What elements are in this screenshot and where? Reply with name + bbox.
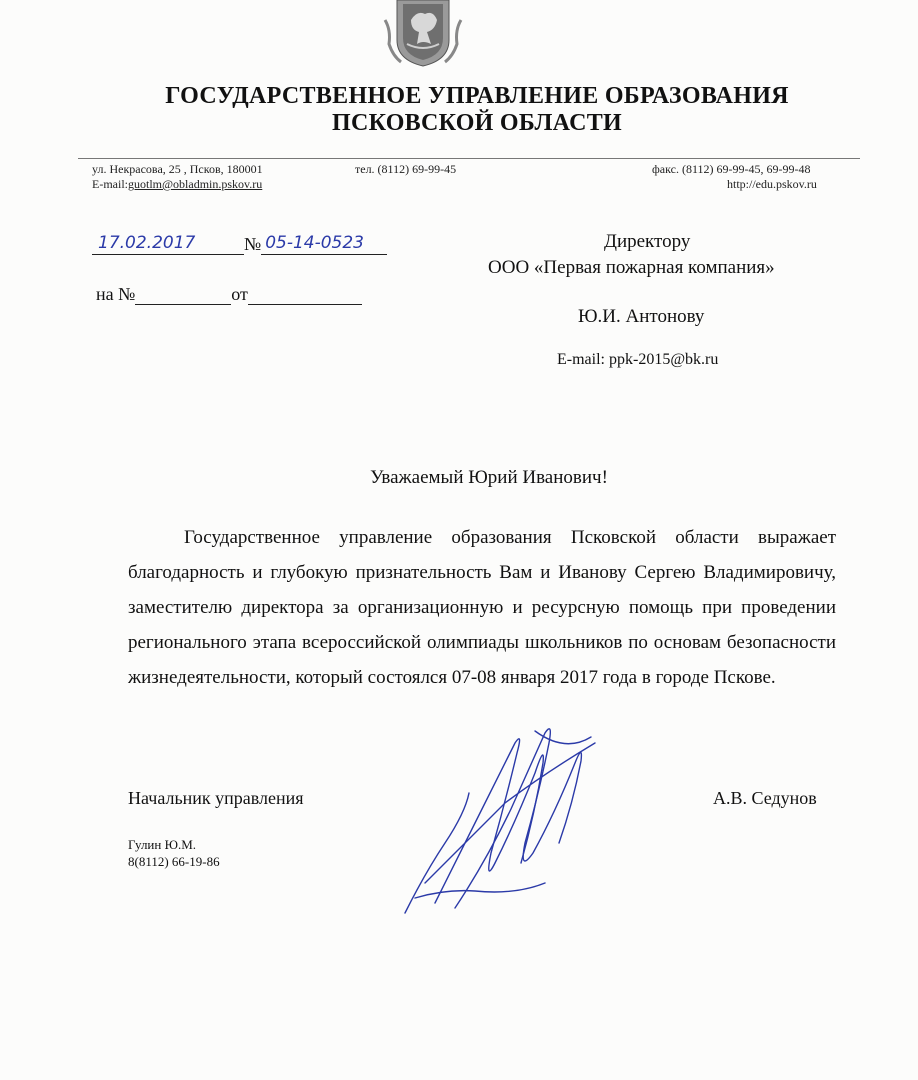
reg-number-blank: [261, 233, 387, 255]
reply-line: [96, 284, 362, 305]
addressee-email: E-mail: ppk-2015@bk.ru: [557, 351, 719, 368]
addressee-company: ООО «Первая пожарная компания»: [488, 257, 775, 278]
org-email-line: [92, 177, 262, 192]
org-fax: факс. (8112) 69-99-45, 69-99-48: [652, 162, 811, 176]
reg-number-label: №: [244, 234, 262, 254]
signatory-name: А.В. Седунов: [713, 788, 817, 808]
org-title-line1: ГОСУДАРСТВЕННОЕ УПРАВЛЕНИЕ ОБРАЗОВАНИЯ: [165, 83, 789, 109]
signatory-title: Начальник управления: [128, 788, 304, 808]
executor-phone: 8(8112) 66-19-86: [128, 854, 220, 869]
addressee-position: Директору: [604, 231, 691, 252]
salutation: Уважаемый Юрий Иванович!: [370, 467, 608, 488]
registration-line: [92, 234, 387, 255]
org-title-line2: ПСКОВСКОЙ ОБЛАСТИ: [331, 110, 623, 136]
reply-number-blank: [135, 286, 231, 305]
coat-of-arms-icon: [383, 0, 463, 68]
org-website[interactable]: http://edu.pskov.ru: [727, 177, 817, 191]
reply-from-label: от: [231, 284, 248, 304]
reg-number: 05-14-0523: [265, 233, 364, 253]
reg-date-blank: [92, 233, 244, 255]
org-address: ул. Некрасова, 25 , Псков, 180001: [92, 162, 263, 176]
executor-name: Гулин Ю.М.: [128, 837, 197, 852]
addressee-name: Ю.И. Антонову: [578, 306, 705, 327]
reply-date-blank: [248, 286, 362, 305]
org-email-label: E-mail:: [92, 177, 128, 191]
reply-number-label: на №: [96, 284, 136, 304]
signature-icon: [395, 713, 615, 923]
org-email-link[interactable]: guotlm@obladmin.pskov.ru: [128, 177, 263, 191]
letter-body: Государственное управление образования Псковской области выражает благодарность и глубокую признательность Вам и Иванову Сергею Владимировичу, заместителю директора за организационную и ресурсную помощь при проведении регионального этапа всероссийской олимпиады школьников по основам безопасности жизнедеятельности, который состоялся 07-08 января 2017 года в городе Пскове.: [128, 527, 836, 688]
org-phone: тел. (8112) 69-99-45: [355, 162, 457, 176]
header-divider: [78, 158, 860, 159]
reg-date: 17.02.2017: [98, 233, 196, 253]
